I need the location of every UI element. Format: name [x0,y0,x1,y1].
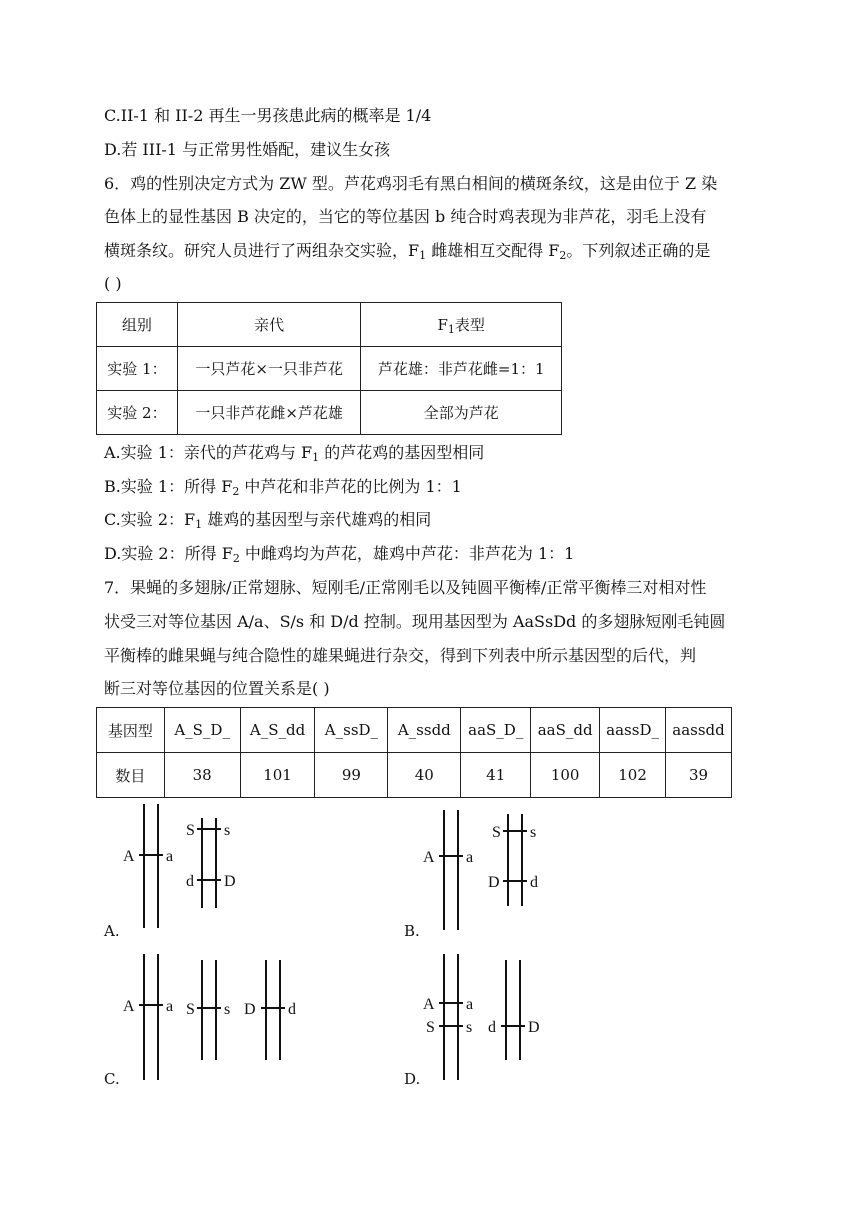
gene-label: a [166,998,174,1015]
cross-experiment-table [96,302,562,435]
count-cell: 102 [600,753,666,798]
gene-label: s [530,824,537,841]
q7-stem-line2: 状受三对等位基因 A/a、S/s 和 D/d 控制。现用基因型为 AaSsDd 的多翅脉短刚毛钝圆 [104,612,726,631]
gene-label: A [123,848,135,865]
gene-label: S [426,1019,435,1036]
table-cell: 全部为芦花 [361,391,562,435]
gene-label: s [224,822,231,839]
gene-label: d [530,874,538,891]
count-cell: 38 [164,753,240,798]
gene-label: S [492,824,501,841]
count-cell: 40 [388,753,461,798]
genotype-row [97,708,732,753]
gene-label: d [488,1019,496,1036]
q6-stem-line1: 6．鸡的性别决定方式为 ZW 型。芦花鸡羽毛有黑白相间的横斑条纹，这是由位于 Z 染 [104,174,718,193]
gene-label: A [423,996,435,1013]
genotype-cell: A_ssD_ [315,708,388,753]
gene-label: a [166,848,174,865]
gene-label: S [186,1001,195,1018]
q6-option-d: D.实验 2：所得 $F_2$ 中雌鸡均为芦花，雄鸡中芦花：非芦花为 1：1 [104,544,575,565]
genotype-cell: aaS_dd [531,708,600,753]
option-a-chromosome-diagram [118,800,258,936]
gene-label: A [423,849,435,866]
header-parents: 亲代 [177,303,361,347]
table-cell: 一只芦花×一只非芦花 [177,347,361,391]
count-row [97,753,732,798]
q6-option-c: C.实验 2：$F_1$ 雄鸡的基因型与亲代雄鸡的相同 [104,510,432,531]
count-cell: 100 [531,753,600,798]
offspring-genotype-table [96,707,732,798]
q7-stem-line4: 断三对等位基因的位置关系是( ) [104,679,330,698]
q7-stem-line1: 7．果蝇的多翅脉/正常翅脉、短刚毛/正常刚毛以及钝圆平衡棒/正常平衡棒三对相对性 [104,578,707,597]
count-cell: 41 [461,753,531,798]
gene-label: D [528,1019,540,1036]
gene-label: s [466,1019,473,1036]
genotype-cell: aassdd [666,708,732,753]
option-d-label[interactable]: D. [404,1070,421,1088]
option-a-label[interactable]: A. [104,922,120,940]
row-header-count: 数目 [97,753,165,798]
gene-label: D [224,873,236,890]
count-cell: 39 [666,753,732,798]
genotype-cell: A_ssdd [388,708,461,753]
option-c-chromosome-diagram [118,950,318,1086]
genotype-cell: A_S_dd [240,708,315,753]
q5-option-d: D.若 III-1 与正常男性婚配，建议生女孩 [104,140,391,159]
q6-stem-line3: 横斑条纹。研究人员进行了两组杂交实验，$F_1$ 雌雄相互交配得 $F_2$。下列叙述正确的是 [104,241,711,262]
option-b-label[interactable]: B. [404,922,420,940]
table-row [97,391,562,435]
gene-label: a [466,849,474,866]
gene-label: D [244,1001,256,1018]
q5-option-c: C.II-1 和 II-2 再生一男孩患此病的概率是 1/4 [104,106,432,125]
gene-label: d [288,1001,296,1018]
table-row [97,347,562,391]
table-cell: 实验 1： [97,347,178,391]
option-b-chromosome-diagram [418,806,558,936]
gene-label: d [186,873,194,890]
header-group: 组别 [97,303,178,347]
q6-option-a: A.实验 1：亲代的芦花鸡与 $F_1$ 的芦花鸡的基因型相同 [104,443,485,464]
gene-label: a [466,996,474,1013]
q6-option-b: B.实验 1：所得 $F_2$ 中芦花和非芦花的比例为 1：1 [104,477,462,498]
count-cell: 99 [315,753,388,798]
option-d-chromosome-diagram [418,950,568,1086]
gene-label: D [488,874,500,891]
gene-label: s [224,1001,231,1018]
q7-stem-line3: 平衡棒的雌果蝇与纯合隐性的雄果蝇进行杂交，得到下列表中所示基因型的后代，判 [104,646,697,665]
genotype-cell: A_S_D_ [164,708,240,753]
table-cell: 芦花雄：非芦花雌=1：1 [361,347,562,391]
genotype-cell: aassD_ [600,708,666,753]
genotype-cell: aaS_D_ [461,708,531,753]
table-cell: 一只非芦花雌×芦花雄 [177,391,361,435]
table-header-row [97,303,562,347]
header-f1-phenotype: $F_1$表型 [361,303,562,347]
q6-answer-bracket: ( ) [104,274,122,293]
gene-label: A [123,998,135,1015]
row-header-genotype: 基因型 [97,708,165,753]
gene-label: S [186,822,195,839]
q6-stem-line2: 色体上的显性基因 B 决定的，当它的等位基因 b 纯合时鸡表现为非芦花，羽毛上没有 [104,207,707,226]
table-cell: 实验 2： [97,391,178,435]
option-c-label[interactable]: C. [104,1070,120,1088]
count-cell: 101 [240,753,315,798]
